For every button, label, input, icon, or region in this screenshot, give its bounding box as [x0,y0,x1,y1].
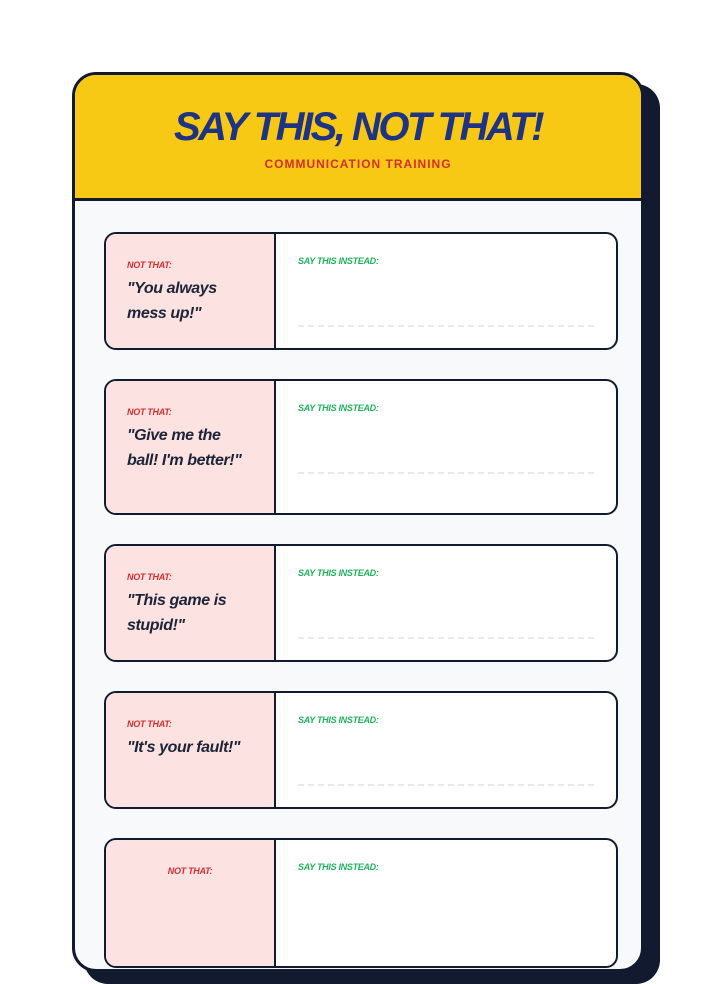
answer-line[interactable] [298,472,594,474]
say-this-panel [276,381,616,513]
say-this-panel [276,693,616,807]
not-that-panel [106,840,276,966]
worksheet [72,72,644,972]
list-item [104,379,618,515]
not-that-quote: "Give me the ball! I'm better!" [127,427,242,469]
answer-line[interactable] [298,637,594,639]
not-that-label: NOT THAT: [167,866,213,876]
not-that-panel [106,546,276,660]
not-that-label: NOT THAT: [127,407,172,417]
not-that-quote: "You always mess up!" [127,280,217,322]
not-that-panel [106,693,276,807]
say-this-label: SAY THIS INSTEAD: [298,862,379,872]
worksheet-header [75,75,641,201]
list-item [104,838,618,968]
say-this-label: SAY THIS INSTEAD: [298,256,379,266]
not-that-panel [106,234,276,348]
say-this-panel [276,546,616,660]
list-item [104,691,618,809]
not-that-label: NOT THAT: [127,719,172,729]
not-that-label: NOT THAT: [127,260,172,270]
not-that-label: NOT THAT: [127,572,172,582]
say-this-label: SAY THIS INSTEAD: [298,403,379,413]
not-that-quote: "It's your fault!" [127,739,241,756]
say-this-panel [276,840,616,966]
say-this-panel [276,234,616,348]
say-this-label: SAY THIS INSTEAD: [298,715,379,725]
not-that-panel [106,381,276,513]
answer-line[interactable] [298,784,594,786]
page-subtitle: COMMUNICATION TRAINING [264,157,452,171]
say-this-label: SAY THIS INSTEAD: [298,568,379,578]
answer-line[interactable] [298,325,594,327]
list-item [104,232,618,350]
not-that-quote: "This game is stupid!" [127,592,227,634]
page-title: SAY THIS, NOT THAT! [173,105,543,149]
list-item [104,544,618,662]
